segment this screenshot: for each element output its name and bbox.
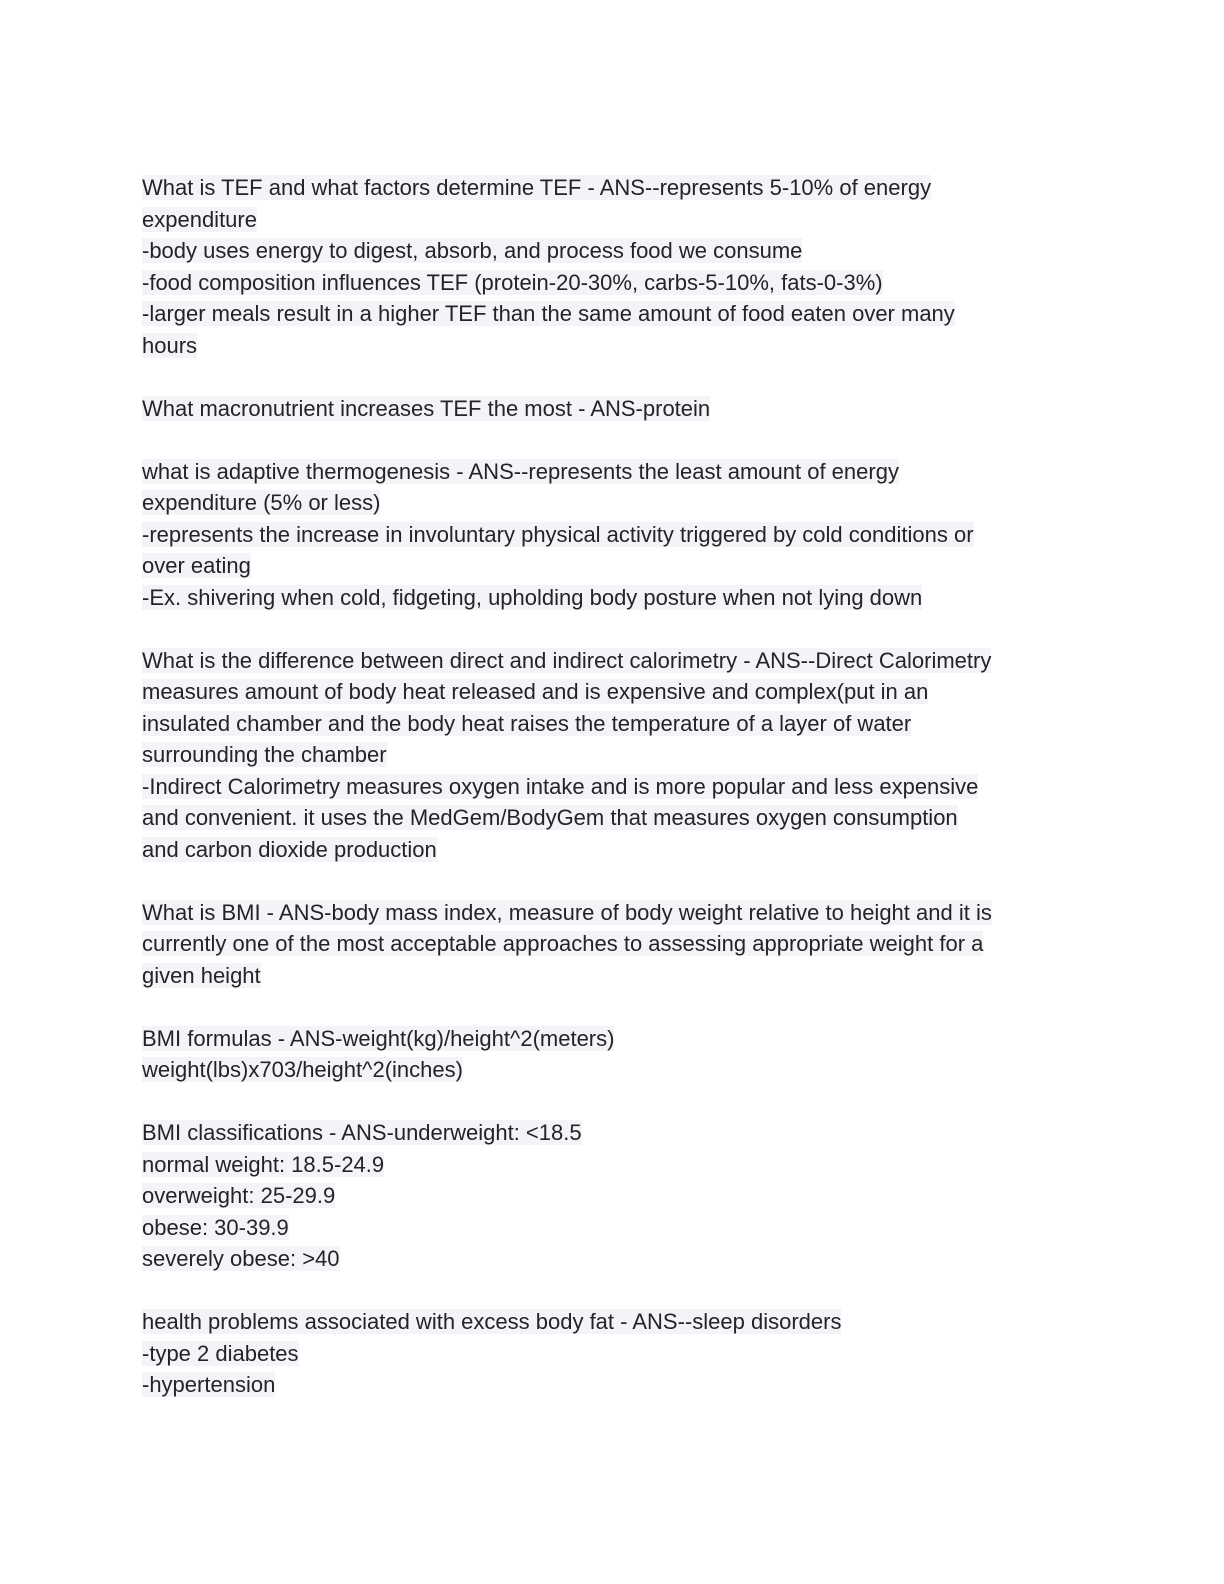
text-span: expenditure: [142, 206, 257, 232]
qa-question-line: [142, 1306, 1082, 1338]
text-span: severely obese: >40: [142, 1246, 340, 1271]
text-span: -Ex. shivering when cold, fidgeting, upholding body posture when not lying down: [142, 584, 923, 610]
qa-answer-line: [142, 1054, 1082, 1086]
text-span: -larger meals result in a higher TEF than the same amount of food eaten over many: [142, 301, 955, 326]
qa-answer-line: [142, 1369, 1082, 1401]
qa-answer-line: [142, 676, 1082, 708]
text-span: -Indirect Calorimetry measures oxygen intake and is more popular and less expensive: [142, 773, 979, 799]
text-span: What is BMI - ANS-body mass index, measure of body weight relative to height and it is: [142, 899, 992, 925]
text-span: What macronutrient increases TEF the most - ANS-protein: [142, 395, 711, 421]
qa-answer-line: [142, 1149, 1082, 1181]
qa-entry: [142, 1023, 1082, 1086]
text-span: -type 2 diabetes: [142, 1340, 299, 1366]
qa-entry: [142, 645, 1082, 866]
text-span: over eating: [142, 553, 251, 578]
text-span: and convenient. it uses the MedGem/BodyGem that measures oxygen consumption: [142, 805, 958, 830]
text-span: normal weight: 18.5-24.9: [142, 1151, 385, 1177]
text-span: what is adaptive thermogenesis - ANS--represents the least amount of energy: [142, 458, 899, 484]
qa-entry: [142, 1306, 1082, 1401]
qa-answer-line: [142, 582, 1082, 614]
text-span: What is TEF and what factors determine TEF - ANS--represents 5-10% of energy: [142, 175, 932, 200]
qa-answer-line: [142, 708, 1082, 740]
qa-answer-line: [142, 771, 1082, 803]
qa-entry: [142, 456, 1082, 614]
qa-entry: [142, 393, 1082, 425]
qa-answer-line: [142, 1243, 1082, 1275]
text-span: insulated chamber and the body heat raises the temperature of a layer of water: [142, 710, 912, 736]
qa-answer-line: [142, 1180, 1082, 1212]
qa-entry: [142, 172, 1082, 361]
qa-question-line: [142, 393, 1082, 425]
qa-answer-line: [142, 960, 1082, 992]
qa-answer-line: [142, 519, 1082, 551]
qa-answer-line: [142, 267, 1082, 299]
text-span: -hypertension: [142, 1372, 276, 1397]
qa-question-line: [142, 1023, 1082, 1055]
text-span: What is the difference between direct and indirect calorimetry - ANS--Direct Calorimetry: [142, 647, 992, 673]
text-span: expenditure (5% or less): [142, 490, 381, 515]
qa-answer-line: [142, 235, 1082, 267]
qa-question-line: [142, 897, 1082, 929]
qa-answer-line: [142, 1212, 1082, 1244]
text-span: currently one of the most acceptable approaches to assessing appropriate weight for a: [142, 931, 984, 956]
document-body: [142, 172, 1082, 1432]
qa-answer-line: [142, 550, 1082, 582]
qa-question-line: [142, 645, 1082, 677]
text-span: hours: [142, 332, 198, 358]
text-span: health problems associated with excess body fat - ANS--sleep disorders: [142, 1309, 842, 1334]
qa-entry: [142, 897, 1082, 992]
text-span: obese: 30-39.9: [142, 1214, 289, 1240]
qa-answer-line: [142, 330, 1082, 362]
text-span: weight(lbs)x703/height^2(inches): [142, 1057, 463, 1082]
text-span: measures amount of body heat released and is expensive and complex(put in an: [142, 679, 929, 704]
qa-answer-line: [142, 802, 1082, 834]
text-span: and carbon dioxide production: [142, 836, 437, 862]
qa-question-line: [142, 172, 1082, 204]
text-span: -food composition influences TEF (protein-20-30%, carbs-5-10%, fats-0-3%): [142, 269, 883, 295]
qa-answer-line: [142, 1338, 1082, 1370]
qa-question-line: [142, 456, 1082, 488]
text-span: -body uses energy to digest, absorb, and process food we consume: [142, 238, 803, 263]
qa-answer-line: [142, 928, 1082, 960]
text-span: surrounding the chamber: [142, 742, 387, 767]
qa-answer-line: [142, 298, 1082, 330]
qa-question-line: [142, 1117, 1082, 1149]
qa-entry: [142, 1117, 1082, 1275]
text-span: -represents the increase in involuntary physical activity triggered by cold conditions or: [142, 521, 974, 547]
text-span: overweight: 25-29.9: [142, 1183, 336, 1208]
qa-answer-line: [142, 834, 1082, 866]
qa-answer-line: [142, 487, 1082, 519]
text-span: BMI classifications - ANS-underweight: <18.5: [142, 1120, 582, 1145]
qa-answer-line: [142, 204, 1082, 236]
qa-answer-line: [142, 739, 1082, 771]
text-span: given height: [142, 962, 261, 988]
text-span: BMI formulas - ANS-weight(kg)/height^2(meters): [142, 1025, 615, 1051]
